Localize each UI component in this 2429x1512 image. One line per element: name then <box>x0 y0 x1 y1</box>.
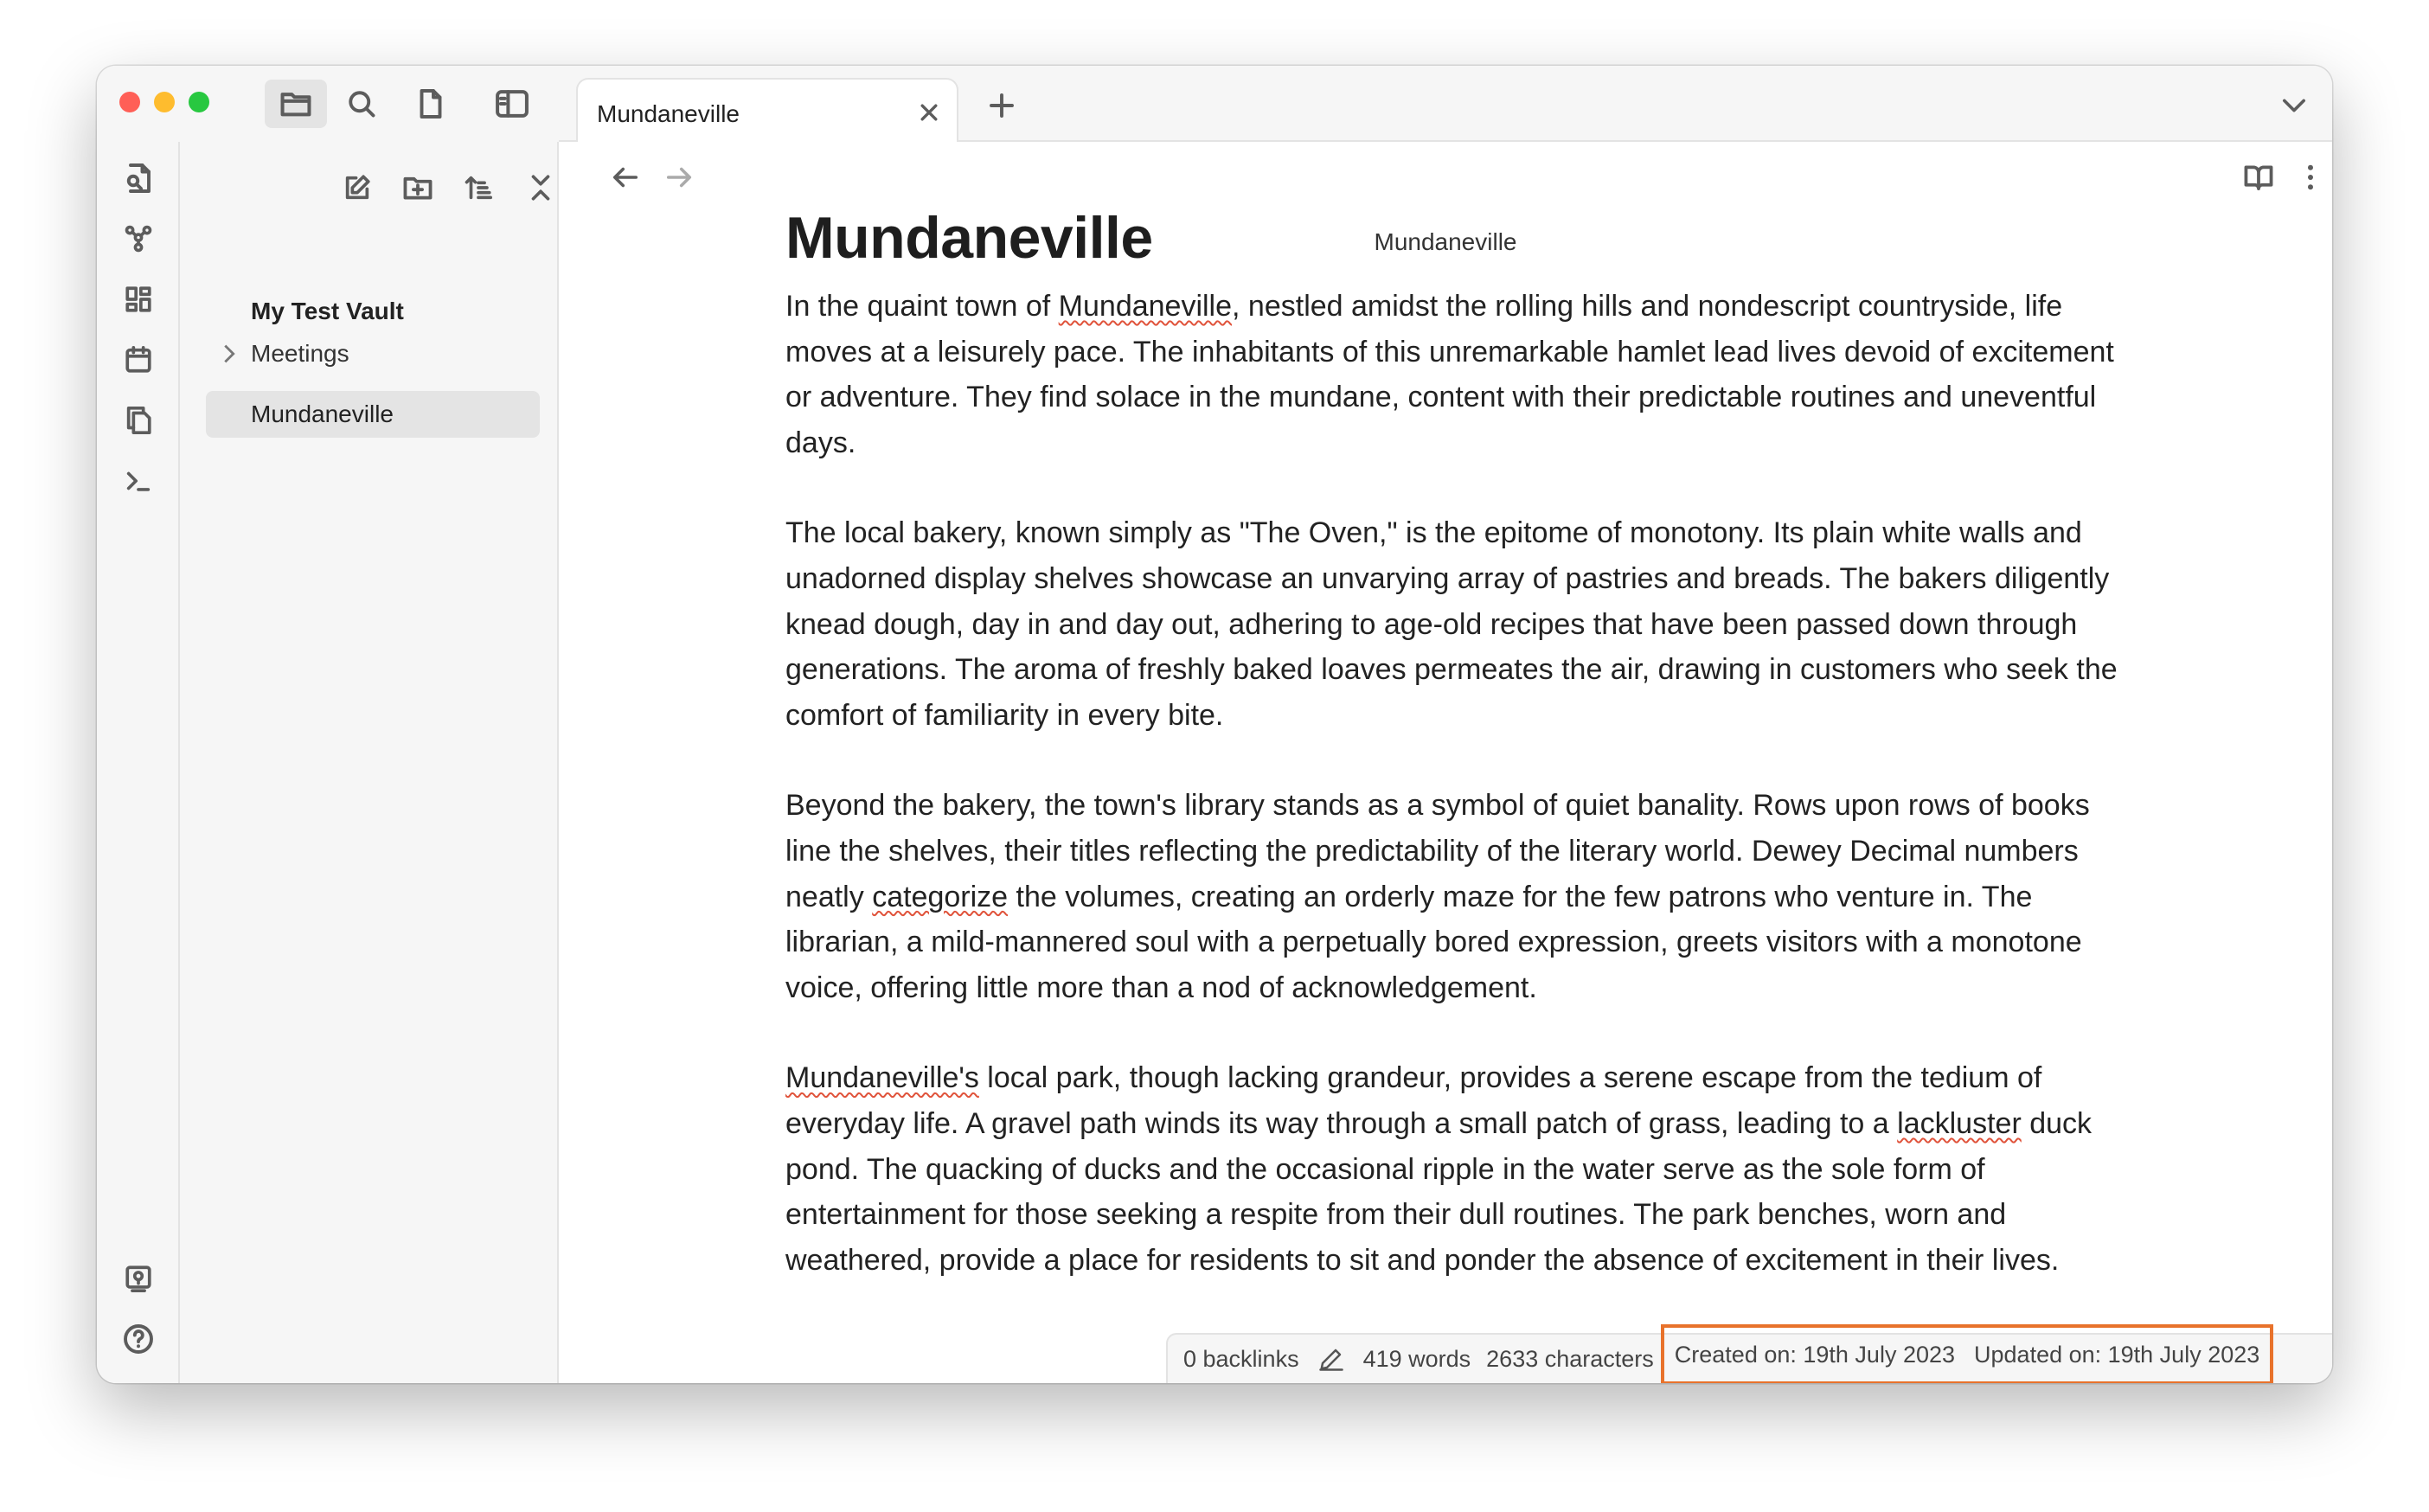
sidebar-toggle-icon <box>495 89 529 119</box>
file-icon <box>417 88 445 119</box>
close-icon <box>918 101 940 124</box>
settings-button[interactable] <box>114 1375 163 1383</box>
canvas-icon <box>124 285 153 314</box>
arrow-right-icon <box>666 166 692 189</box>
collapse-all-button[interactable] <box>519 166 562 209</box>
calendar-icon <box>124 345 153 375</box>
help-icon <box>123 1323 154 1355</box>
bookmarks-button[interactable] <box>407 80 455 128</box>
tree-folder-meetings[interactable] <box>206 330 540 377</box>
minimize-window-button[interactable] <box>154 92 175 112</box>
terminal-icon <box>124 466 153 496</box>
misspelled-word[interactable]: Mundaneville's <box>785 1061 979 1095</box>
tab-label: Mundaneville <box>597 100 740 127</box>
tree-item-label: Mundaneville <box>251 400 394 427</box>
document-body[interactable] <box>785 284 2118 1328</box>
new-tab-button[interactable] <box>977 81 1026 130</box>
file-dates-highlight <box>1661 1324 2273 1383</box>
close-window-button[interactable] <box>119 92 140 112</box>
character-count: 2633 characters <box>1486 1345 1654 1372</box>
tab-list-button[interactable] <box>2270 81 2318 130</box>
status-bar <box>1166 1333 2332 1383</box>
pencil-icon[interactable] <box>1318 1346 1344 1372</box>
collapse-all-icon <box>528 173 554 202</box>
document-title[interactable]: Mundaneville <box>785 205 1153 271</box>
ribbon <box>97 142 180 1383</box>
tree-file-mundaneville[interactable] <box>206 391 540 438</box>
quick-switcher-button[interactable] <box>114 154 163 202</box>
backlinks-count[interactable]: 0 backlinks <box>1183 1345 1299 1372</box>
misspelled-word[interactable]: Mundaneville <box>1058 290 1233 323</box>
paragraph[interactable]: Beyond the bakery, the town's library stands as a symbol of quiet banality. Rows upon rows of books line the shelves, their titles reflecting the predictability of the literary world. Dewey Decimal numbers neatly categorize the volumes, creating an orderly maze for the few patrons who venture in. The librarian, a mild-mannered soul with a perpetually bored expression, greets visitors with a monotone voice, offering little more than a nod of acknowledgement. <box>785 789 2090 1004</box>
graph-view-button[interactable] <box>114 215 163 263</box>
paragraph[interactable]: In the quaint town of Mundaneville, nestled amidst the rolling hills and nondescript countryside, life moves at a leisurely pace. The inhabitants of this unremarkable hamlet lead lives devoid of excitement or adventure. They find solace in the mundane, content with their predictable routines and uneventful days. <box>785 290 2114 459</box>
paragraph[interactable]: The local bakery, known simply as "The Oven," is the epitome of monotony. Its plain white walls and unadorned display shelves showcase an unvarying array of pastries and breads. The bakers diligently knead dough, day in and day out, adhering to age-old recipes that have been passed down through generations. The aroma of freshly baked loaves permeates the air, drawing in customers who seek the comfort of familiarity in every bite. <box>785 516 2118 732</box>
templates-icon <box>124 406 153 435</box>
templates-button[interactable] <box>114 396 163 445</box>
close-tab-button[interactable] <box>910 93 948 131</box>
graph-icon <box>124 224 153 253</box>
new-folder-icon <box>402 174 433 202</box>
toggle-right-sidebar-button[interactable] <box>2330 81 2332 130</box>
sort-button[interactable] <box>457 166 500 209</box>
navigate-back-button[interactable] <box>604 156 647 199</box>
vault-switcher-button[interactable] <box>114 1254 163 1303</box>
tab-bar <box>559 66 2332 142</box>
folder-icon <box>279 89 312 119</box>
reading-view-button[interactable] <box>2237 156 2280 199</box>
new-folder-button[interactable] <box>396 166 439 209</box>
arrow-left-icon <box>612 166 638 189</box>
misspelled-word[interactable]: categorize <box>872 880 1009 913</box>
file-explorer <box>180 142 559 1383</box>
search-button[interactable] <box>337 80 386 128</box>
more-options-button[interactable] <box>2289 156 2332 199</box>
quick-switcher-icon <box>124 163 153 194</box>
app-window <box>97 66 2332 1383</box>
view-header-title[interactable]: Mundaneville <box>1374 228 1517 255</box>
updated-date: Updated on: 19th July 2023 <box>1974 1341 2260 1368</box>
word-count: 419 words <box>1362 1345 1471 1372</box>
chevron-right-icon <box>221 344 237 363</box>
tab-mundaneville[interactable] <box>576 78 958 144</box>
search-icon <box>346 88 377 119</box>
vault-name: My Test Vault <box>251 298 404 324</box>
command-palette-button[interactable] <box>114 457 163 505</box>
more-vertical-icon <box>2306 164 2315 190</box>
created-date: Created on: 19th July 2023 <box>1674 1341 1956 1368</box>
canvas-button[interactable] <box>114 275 163 324</box>
new-note-button[interactable] <box>336 166 379 209</box>
help-button[interactable] <box>114 1315 163 1363</box>
toggle-left-sidebar-button[interactable] <box>488 80 536 128</box>
book-open-icon <box>2243 163 2274 191</box>
zoom-window-button[interactable] <box>189 92 209 112</box>
chevron-down-icon <box>2282 97 2306 114</box>
new-note-icon <box>343 173 372 202</box>
navigate-forward-button[interactable] <box>657 156 701 199</box>
daily-note-button[interactable] <box>114 336 163 384</box>
title-bar <box>97 66 559 142</box>
tree-item-label: Meetings <box>251 340 349 367</box>
vault-switch-icon <box>124 1264 153 1293</box>
paragraph[interactable]: Mundaneville's local park, though lacking grandeur, provides a serene escape from the tedium of everyday life. A gravel path winds its way through a small patch of grass, leading to a lackluster duck pond. The quacking of ducks and the occasional ripple in the water serve as the sole form of entertainment for those seeking a respite from their dull routines. The park benches, worn and weathered, provide a place for residents to sit and ponder the absence of excitement in their lives. <box>785 1061 2093 1277</box>
files-view-button[interactable] <box>265 80 327 128</box>
misspelled-word[interactable]: lackluster <box>1897 1106 2022 1140</box>
plus-icon <box>989 93 1015 119</box>
sort-icon <box>463 173 494 202</box>
